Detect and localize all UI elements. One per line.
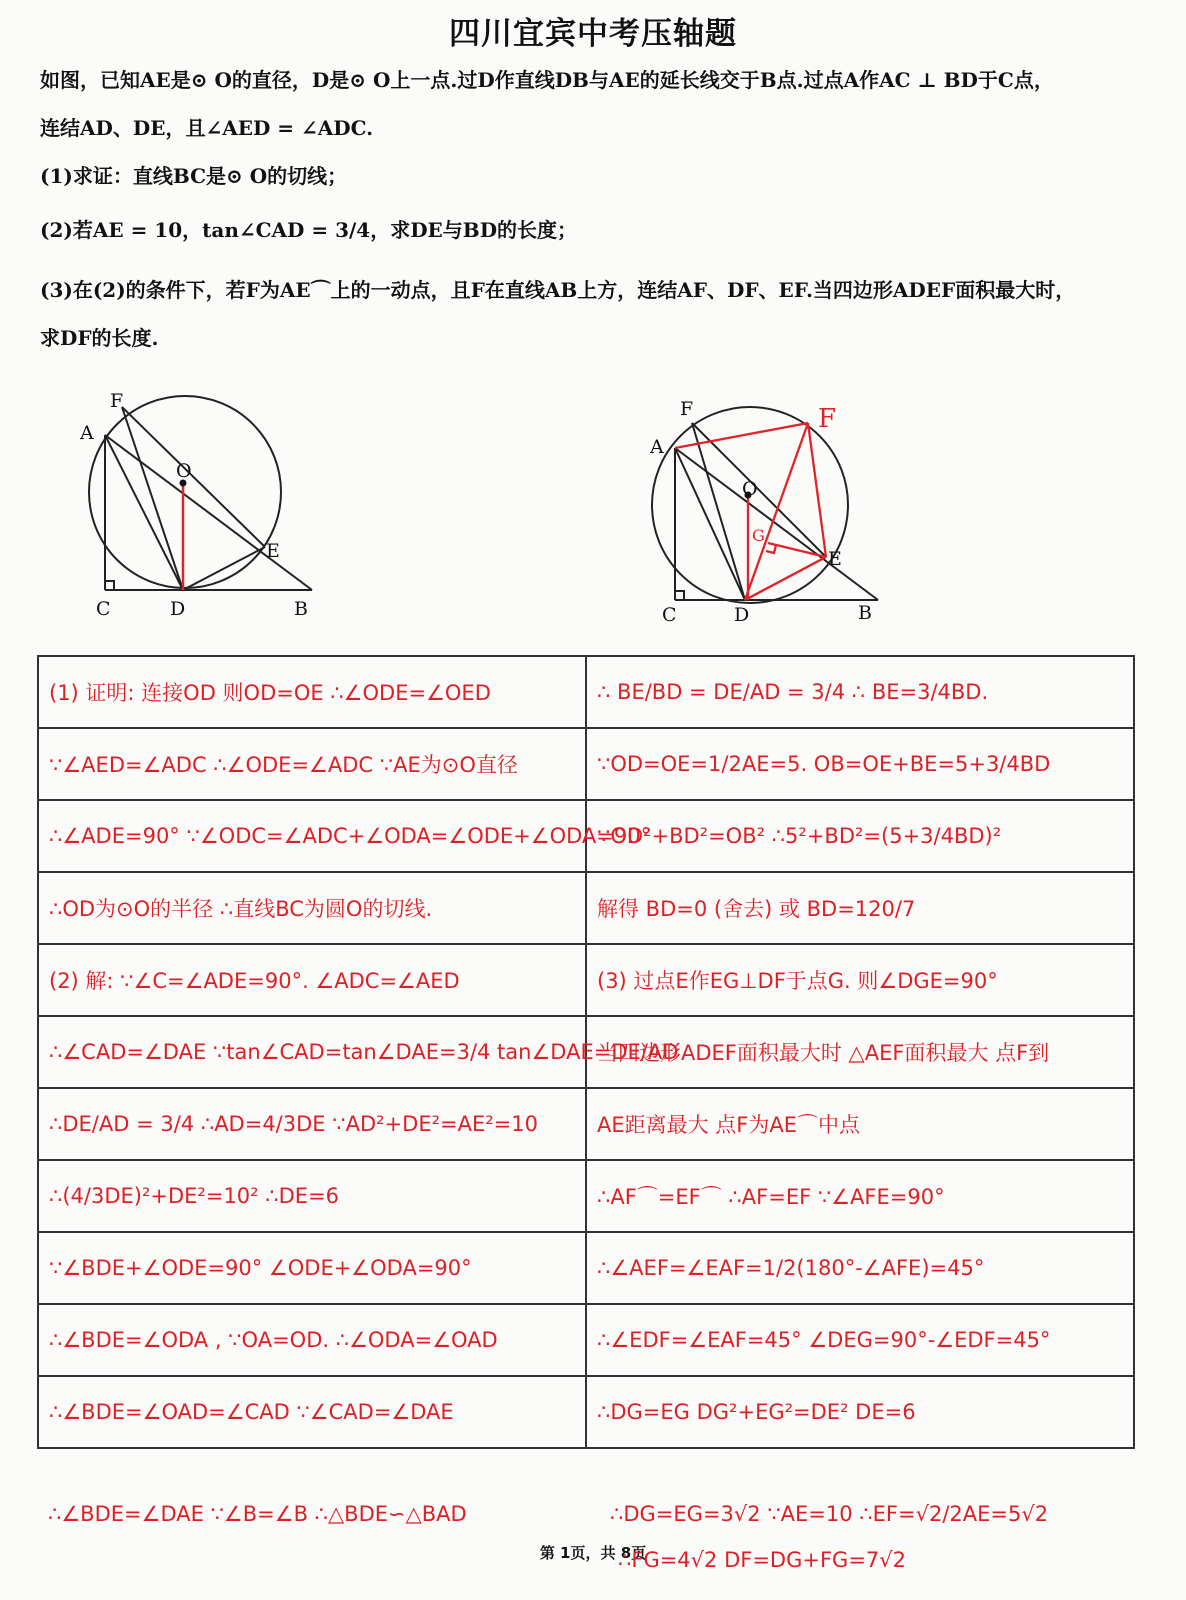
red-fe — [808, 423, 826, 557]
sol-left-3: ∴∠ADE=90° ∵∠ODC=∠ADC+∠ODA=∠ODE+∠ODA=90° — [38, 800, 586, 872]
page-title: 四川宜宾中考压轴题 — [449, 16, 737, 52]
label-o: O — [176, 460, 192, 482]
red-fd — [745, 423, 808, 600]
label-f-red: F — [818, 404, 837, 434]
circle-o — [89, 396, 281, 588]
sol-right-1: ∴ BE/BD = DE/AD = 3/4 ∴ BE=3/4BD. — [586, 656, 1134, 728]
line-ad — [675, 448, 745, 600]
label-a: A — [80, 422, 94, 444]
label-b: B — [858, 602, 872, 624]
problem-line-1: 如图，已知AE是⊙ O的直径，D是⊙ O上一点.过D作直线DB与AE的延长线交于B点.过点A作AC ⊥ BD于C点， — [40, 68, 1054, 92]
right-angle-c — [105, 581, 114, 590]
sol-right-9: ∴∠AEF=∠EAF=1/2(180°-∠AFE)=45° — [586, 1232, 1134, 1304]
sol-left-7: ∴DE/AD = 3/4 ∴AD=4/3DE ∵AD²+DE²=AE²=10 — [38, 1088, 586, 1160]
sol-left-9: ∵∠BDE+∠ODE=90° ∠ODE+∠ODA=90° — [38, 1232, 586, 1304]
line-fe — [122, 407, 265, 547]
sol-right-3: ∵OD²+BD²=OB² ∴5²+BD²=(5+3/4BD)² — [586, 800, 1134, 872]
sol-right-11: ∴DG=EG DG²+EG²=DE² DE=6 — [586, 1376, 1134, 1448]
label-e: E — [266, 540, 280, 562]
sol-left-8: ∴(4/3DE)²+DE²=10² ∴DE=6 — [38, 1160, 586, 1232]
problem-line-5: (3)在(2)的条件下，若F为AE⌒上的一动点，且F在直线AB上方，连结AF、DF、EF.当四边形ADEF面积最大时， — [40, 278, 1076, 302]
label-d: D — [734, 604, 750, 626]
figure-2 — [630, 395, 910, 635]
label-a: A — [650, 436, 664, 458]
problem-line-3: (1)求证：直线BC是⊙ O的切线； — [40, 164, 348, 188]
label-d: D — [170, 598, 186, 620]
page-number: 第 1页，共 8页 — [539, 1544, 647, 1562]
line-fd — [122, 407, 183, 590]
figure-1 — [70, 385, 330, 635]
red-ge — [768, 543, 826, 557]
problem-line-4: (2)若AE = 10，tan∠CAD = 3/4，求DE与BD的长度； — [40, 218, 578, 242]
label-f: F — [110, 390, 124, 412]
sol-left-11: ∴∠BDE=∠OAD=∠CAD ∵∠CAD=∠DAE — [38, 1376, 586, 1448]
right-angle-c — [675, 591, 684, 600]
sol-right-8: ∴AF⌒=EF⌒ ∴AF=EF ∵∠AFE=90° — [586, 1160, 1134, 1232]
sol-left-6: ∴∠CAD=∠DAE ∵tan∠CAD=tan∠DAE=3/4 tan∠DAE=DE/AD — [38, 1016, 586, 1088]
bottom-line-1: ∴∠BDE=∠DAE ∵∠B=∠B ∴△BDE∽△BAD — [48, 1502, 467, 1526]
label-e: E — [828, 548, 842, 570]
line-de — [183, 547, 265, 590]
label-o: O — [742, 478, 758, 500]
sol-right-7: AE距离最大 点F为AE⌒中点 — [586, 1088, 1134, 1160]
sol-left-2: ∵∠AED=∠ADC ∴∠ODE=∠ADC ∵AE为⊙O直径 — [38, 728, 586, 800]
sol-right-6: 当四边形ADEF面积最大时 △AEF面积最大 点F到 — [586, 1016, 1134, 1088]
label-c: C — [96, 598, 111, 620]
sol-right-5: (3) 过点E作EG⊥DF于点G. 则∠DGE=90° — [586, 944, 1134, 1016]
sol-left-10: ∴∠BDE=∠ODA , ∵OA=OD. ∴∠ODA=∠OAD — [38, 1304, 586, 1376]
sol-left-5: (2) 解: ∵∠C=∠ADE=90°. ∠ADC=∠AED — [38, 944, 586, 1016]
sol-right-4: 解得 BD=0 (舍去) 或 BD=120/7 — [586, 872, 1134, 944]
right-angle-g — [766, 545, 776, 553]
bottom-line-2: ∴DG=EG=3√2 ∵AE=10 ∴EF=√2/2AE=5√2 — [610, 1502, 1049, 1526]
label-c: C — [662, 604, 677, 626]
line-ad — [105, 435, 183, 590]
label-f: F — [680, 398, 694, 420]
sol-right-10: ∴∠EDF=∠EAF=45° ∠DEG=90°-∠EDF=45° — [586, 1304, 1134, 1376]
sol-left-1: (1) 证明: 连接OD 则OD=OE ∴∠ODE=∠OED — [38, 656, 586, 728]
label-g: G — [752, 526, 765, 545]
problem-line-6: 求DF的长度. — [40, 326, 159, 350]
line-ab — [105, 435, 312, 590]
label-b: B — [294, 598, 308, 620]
sol-right-2: ∵OD=OE=1/2AE=5. OB=OE+BE=5+3/4BD — [586, 728, 1134, 800]
bottom-line-3: ∴FG=4√2 DF=DG+FG=7√2 — [618, 1548, 907, 1572]
problem-line-2: 连结AD、DE，且∠AED = ∠ADC. — [40, 116, 374, 140]
solution-table — [37, 655, 1135, 1449]
sol-left-4: ∴OD为⊙O的半径 ∴直线BC为圆O的切线. — [38, 872, 586, 944]
